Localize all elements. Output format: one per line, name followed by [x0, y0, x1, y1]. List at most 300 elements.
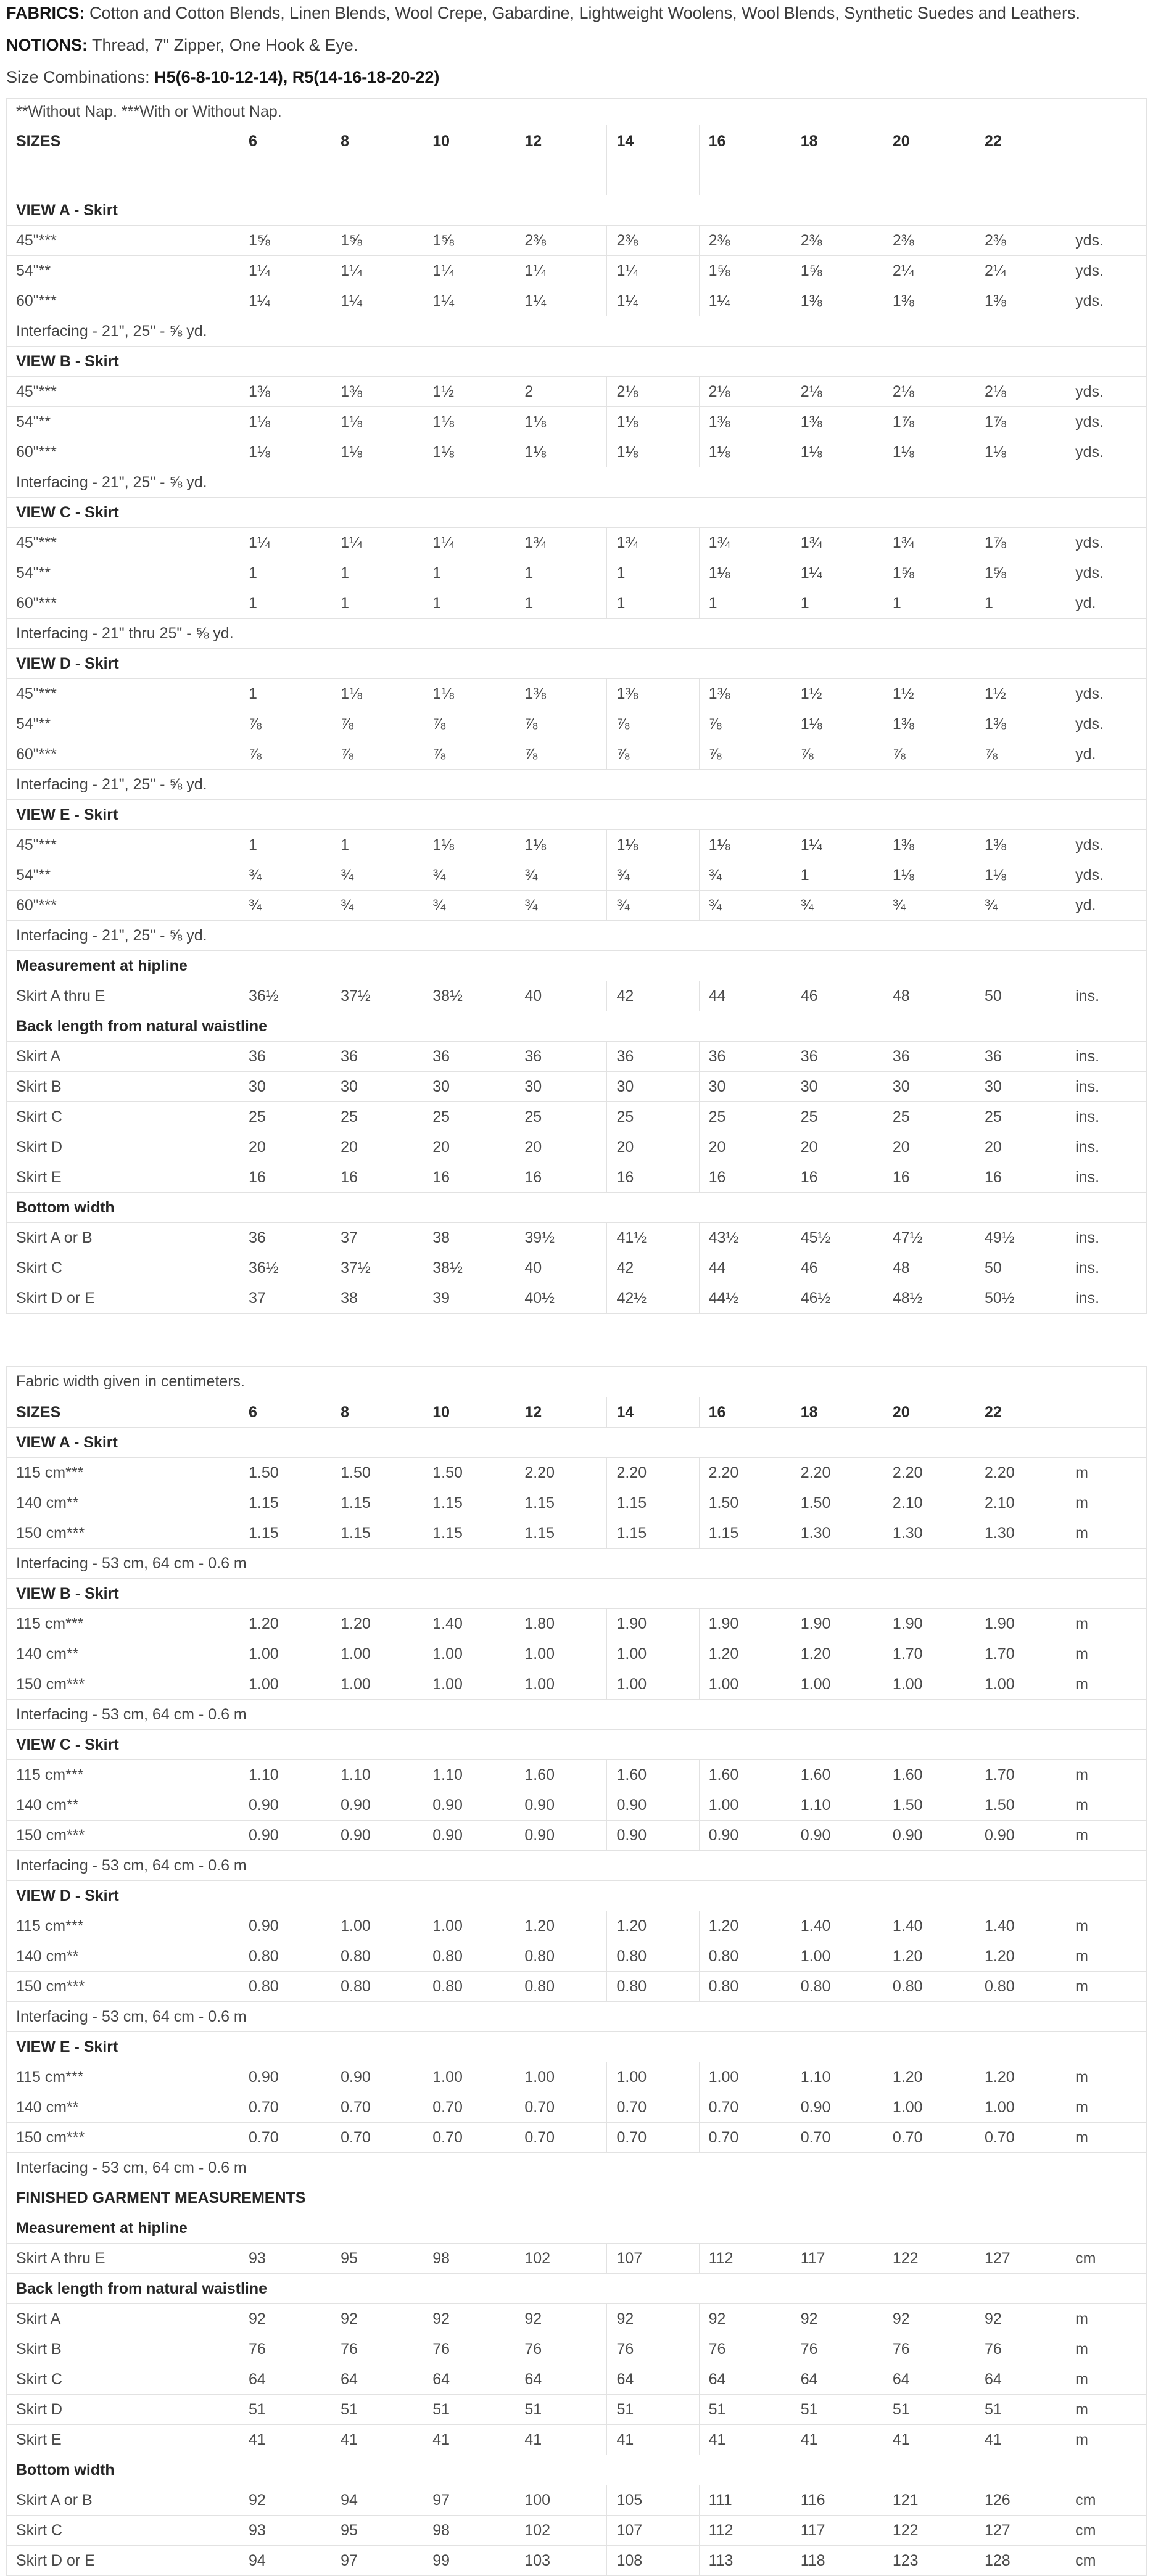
value-cell: ¾ — [883, 891, 975, 921]
value-cell: 1.10 — [791, 2062, 883, 2092]
value-cell: 36½ — [239, 1253, 331, 1283]
value-cell: 116 — [791, 2485, 883, 2516]
value-cell: 94 — [331, 2485, 423, 2516]
value-cell: 1.00 — [423, 1639, 515, 1669]
value-cell: 92 — [515, 2304, 607, 2334]
value-cell: 38 — [331, 1283, 423, 1314]
value-cell: 64 — [239, 2364, 331, 2395]
value-cell: 2⅜ — [607, 226, 699, 256]
value-cell: ⅞ — [239, 739, 331, 770]
section-header-row — [7, 1193, 1147, 1223]
value-cell: 39½ — [515, 1223, 607, 1253]
value-cell: 0.80 — [515, 1941, 607, 1972]
value-cell: 122 — [883, 2516, 975, 2546]
value-cell: 0.70 — [607, 2092, 699, 2123]
value-cell: 1⅛ — [515, 407, 607, 437]
value-cell: ⅞ — [883, 739, 975, 770]
value-cell: 48½ — [883, 1283, 975, 1314]
value-cell: 1⅛ — [331, 437, 423, 467]
value-cell: 43½ — [699, 1223, 791, 1253]
value-cell: 1 — [423, 558, 515, 588]
value-cell: 1.00 — [699, 1669, 791, 1700]
value-cell: 1⅛ — [331, 679, 423, 709]
value-cell: 1.50 — [975, 1790, 1067, 1821]
interfacing-row — [7, 316, 1147, 347]
value-cell: 41 — [423, 2425, 515, 2455]
value-cell: 76 — [607, 2334, 699, 2364]
interfacing-text: Interfacing - 53 cm, 64 cm - 0.6 m — [7, 1700, 1147, 1730]
section-header-row — [7, 951, 1147, 981]
value-cell: 1.90 — [975, 1609, 1067, 1639]
interfacing-text: Interfacing - 21", 25" - ⅝ yd. — [7, 467, 1147, 498]
value-cell: 93 — [239, 2516, 331, 2546]
value-cell: 0.80 — [883, 1972, 975, 2002]
value-cell: 1⅜ — [975, 709, 1067, 739]
row-label: 150 cm*** — [7, 1518, 239, 1549]
unit-cell: m — [1067, 1760, 1147, 1790]
value-cell: 92 — [975, 2304, 1067, 2334]
unit-cell: yds. — [1067, 709, 1147, 739]
table-row — [7, 1162, 1147, 1193]
value-cell: 0.80 — [331, 1941, 423, 1972]
value-cell: 1.20 — [975, 2062, 1067, 2092]
unit-cell: yd. — [1067, 891, 1147, 921]
value-cell: 1⅛ — [607, 830, 699, 860]
value-cell: 1.20 — [699, 1639, 791, 1669]
unit-cell: ins. — [1067, 1283, 1147, 1314]
table-row — [7, 891, 1147, 921]
value-cell: 1.90 — [883, 1609, 975, 1639]
table-note: **Without Nap. ***With or Without Nap. — [7, 99, 1147, 125]
size-column-header: 14 — [607, 1397, 699, 1428]
value-cell: 16 — [331, 1162, 423, 1193]
section-header-label: VIEW B - Skirt — [7, 1579, 1147, 1609]
value-cell: 1.80 — [515, 1609, 607, 1639]
value-cell: 1¾ — [883, 528, 975, 558]
section-header-label: Measurement at hipline — [7, 2213, 1147, 2244]
unit-cell: ins. — [1067, 1072, 1147, 1102]
row-label: 54"** — [7, 407, 239, 437]
value-cell: 1.20 — [515, 1911, 607, 1941]
unit-cell: ins. — [1067, 1223, 1147, 1253]
section-header-label: Back length from natural waistline — [7, 1011, 1147, 1042]
table-row — [7, 1458, 1147, 1488]
value-cell: 1¼ — [515, 256, 607, 286]
value-cell: 2.10 — [883, 1488, 975, 1518]
value-cell: 51 — [331, 2395, 423, 2425]
table-row — [7, 1132, 1147, 1162]
table-row — [7, 709, 1147, 739]
fabrics-text: Cotton and Cotton Blends, Linen Blends, Wool Crepe, Gabardine, Lightweight Woolens, Wool Blends, Synthetic Suedes and Leathers. — [89, 4, 1081, 22]
value-cell: 37½ — [331, 981, 423, 1011]
unit-cell: yds. — [1067, 679, 1147, 709]
value-cell: ⅞ — [975, 739, 1067, 770]
value-cell: 1 — [239, 679, 331, 709]
interfacing-text: Interfacing - 53 cm, 64 cm - 0.6 m — [7, 2153, 1147, 2183]
unit-cell: m — [1067, 1669, 1147, 1700]
value-cell: 1 — [331, 830, 423, 860]
table-row — [7, 1821, 1147, 1851]
value-cell: 40 — [515, 981, 607, 1011]
table-row — [7, 1042, 1147, 1072]
value-cell: 1.70 — [975, 1639, 1067, 1669]
section-header-label: VIEW B - Skirt — [7, 347, 1147, 377]
unit-cell: yds. — [1067, 830, 1147, 860]
unit-cell: m — [1067, 1790, 1147, 1821]
value-cell: 16 — [423, 1162, 515, 1193]
value-cell: 1.50 — [239, 1458, 331, 1488]
row-label: 45"*** — [7, 679, 239, 709]
value-cell: 1⅛ — [239, 437, 331, 467]
row-label: Skirt E — [7, 1162, 239, 1193]
value-cell: 92 — [239, 2485, 331, 2516]
value-cell: 16 — [515, 1162, 607, 1193]
value-cell: 0.70 — [423, 2123, 515, 2153]
unit-cell: m — [1067, 2425, 1147, 2455]
section-header-row — [7, 1011, 1147, 1042]
value-cell: 1.70 — [975, 1760, 1067, 1790]
interfacing-row — [7, 921, 1147, 951]
value-cell: 1.15 — [331, 1518, 423, 1549]
row-label: 54"** — [7, 558, 239, 588]
value-cell: 107 — [607, 2516, 699, 2546]
interfacing-row — [7, 619, 1147, 649]
value-cell: 76 — [239, 2334, 331, 2364]
value-cell: ⅞ — [607, 739, 699, 770]
section-header-label: FINISHED GARMENT MEASUREMENTS — [7, 2183, 1147, 2213]
value-cell: 76 — [883, 2334, 975, 2364]
section-header-label: VIEW E - Skirt — [7, 800, 1147, 830]
value-cell: 2.10 — [975, 1488, 1067, 1518]
section-header-row — [7, 1428, 1147, 1458]
table-row — [7, 1911, 1147, 1941]
value-cell: 20 — [423, 1132, 515, 1162]
value-cell: 1⅛ — [791, 709, 883, 739]
value-cell: 0.70 — [883, 2123, 975, 2153]
table-row — [7, 1223, 1147, 1253]
value-cell: 1¼ — [515, 286, 607, 316]
value-cell: 51 — [791, 2395, 883, 2425]
value-cell: ¾ — [791, 891, 883, 921]
value-cell: 1.40 — [883, 1911, 975, 1941]
value-cell: 36 — [515, 1042, 607, 1072]
value-cell: 48 — [883, 1253, 975, 1283]
value-cell: ⅞ — [607, 709, 699, 739]
value-cell: 20 — [975, 1132, 1067, 1162]
row-label: 150 cm*** — [7, 2123, 239, 2153]
table-row — [7, 1102, 1147, 1132]
value-cell: 113 — [699, 2546, 791, 2576]
section-header-row — [7, 2213, 1147, 2244]
value-cell: 1½ — [883, 679, 975, 709]
unit-cell: m — [1067, 1639, 1147, 1669]
value-cell: 25 — [515, 1102, 607, 1132]
row-label: 140 cm** — [7, 2092, 239, 2123]
value-cell: 1.00 — [883, 2092, 975, 2123]
size-column-header: 16 — [699, 1397, 791, 1428]
value-cell: 1.00 — [699, 1790, 791, 1821]
unit-cell: m — [1067, 1972, 1147, 2002]
value-cell: 1 — [515, 558, 607, 588]
notions-label: NOTIONS: — [6, 36, 88, 54]
value-cell: 0.70 — [791, 2123, 883, 2153]
value-cell: 38½ — [423, 1253, 515, 1283]
value-cell: ¾ — [239, 891, 331, 921]
value-cell: 2.20 — [883, 1458, 975, 1488]
value-cell: 25 — [699, 1102, 791, 1132]
value-cell: 0.70 — [515, 2123, 607, 2153]
value-cell: 2.20 — [699, 1458, 791, 1488]
value-cell: 102 — [515, 2244, 607, 2274]
section-header-label: VIEW A - Skirt — [7, 195, 1147, 226]
value-cell: 36 — [791, 1042, 883, 1072]
value-cell: 122 — [883, 2244, 975, 2274]
value-cell: 111 — [699, 2485, 791, 2516]
table-row — [7, 1760, 1147, 1790]
value-cell: 92 — [883, 2304, 975, 2334]
value-cell: 2.20 — [515, 1458, 607, 1488]
value-cell: 16 — [699, 1162, 791, 1193]
value-cell: 30 — [699, 1072, 791, 1102]
value-cell: 97 — [331, 2546, 423, 2576]
value-cell: 49½ — [975, 1223, 1067, 1253]
value-cell: 1 — [883, 588, 975, 619]
value-cell: 30 — [883, 1072, 975, 1102]
value-cell: 1⅝ — [331, 226, 423, 256]
value-cell: ⅞ — [699, 739, 791, 770]
size-column-header: 22 — [975, 125, 1067, 195]
unit-cell: cm — [1067, 2546, 1147, 2576]
table-row — [7, 2123, 1147, 2153]
value-cell: 2⅛ — [883, 377, 975, 407]
value-cell: ¾ — [515, 860, 607, 891]
value-cell: 1⅜ — [515, 679, 607, 709]
interfacing-text: Interfacing - 21", 25" - ⅝ yd. — [7, 921, 1147, 951]
unit-cell: m — [1067, 2123, 1147, 2153]
value-cell: 0.80 — [423, 1941, 515, 1972]
value-cell: 1⅜ — [791, 286, 883, 316]
value-cell: 41½ — [607, 1223, 699, 1253]
row-label: Skirt C — [7, 1253, 239, 1283]
value-cell: 1¾ — [699, 528, 791, 558]
value-cell: 0.70 — [331, 2123, 423, 2153]
section-header-row — [7, 2032, 1147, 2062]
value-cell: 1.00 — [883, 1669, 975, 1700]
value-cell: 0.80 — [699, 1941, 791, 1972]
table-row — [7, 1609, 1147, 1639]
unit-cell: m — [1067, 1941, 1147, 1972]
value-cell: 1.15 — [515, 1488, 607, 1518]
value-cell: 0.80 — [515, 1972, 607, 2002]
value-cell: 1⅜ — [607, 679, 699, 709]
value-cell: 36 — [883, 1042, 975, 1072]
value-cell: 1.15 — [515, 1518, 607, 1549]
table-row — [7, 981, 1147, 1011]
value-cell: 102 — [515, 2516, 607, 2546]
value-cell: 46 — [791, 981, 883, 1011]
value-cell: 51 — [239, 2395, 331, 2425]
value-cell: 0.90 — [331, 1821, 423, 1851]
intro-text-block — [6, 5, 1147, 86]
value-cell: 1.20 — [883, 1941, 975, 1972]
table-row — [7, 226, 1147, 256]
value-cell: 1⅝ — [423, 226, 515, 256]
value-cell: 1.00 — [331, 1911, 423, 1941]
value-cell: 41 — [607, 2425, 699, 2455]
value-cell: 1.50 — [423, 1458, 515, 1488]
value-cell: 1.00 — [975, 2092, 1067, 2123]
row-label: 54"** — [7, 860, 239, 891]
value-cell: 1.50 — [791, 1488, 883, 1518]
value-cell: 100 — [515, 2485, 607, 2516]
value-cell: 1.15 — [423, 1518, 515, 1549]
value-cell: 0.70 — [515, 2092, 607, 2123]
value-cell: 1⅛ — [699, 437, 791, 467]
value-cell: 1.20 — [883, 2062, 975, 2092]
value-cell: 36 — [239, 1042, 331, 1072]
size-column-header: 6 — [239, 125, 331, 195]
unit-cell: m — [1067, 2334, 1147, 2364]
value-cell: 30 — [423, 1072, 515, 1102]
value-cell: ¾ — [331, 860, 423, 891]
value-cell: 20 — [699, 1132, 791, 1162]
value-cell: 0.90 — [699, 1821, 791, 1851]
value-cell: 1⅜ — [699, 407, 791, 437]
value-cell: 1⅜ — [699, 679, 791, 709]
table-row — [7, 2092, 1147, 2123]
value-cell: 1.00 — [607, 2062, 699, 2092]
value-cell: 1¼ — [331, 256, 423, 286]
value-cell: 105 — [607, 2485, 699, 2516]
value-cell: 1⅛ — [423, 407, 515, 437]
notions-text: Thread, 7" Zipper, One Hook & Eye. — [92, 36, 358, 54]
value-cell: 1 — [239, 830, 331, 860]
value-cell: 1.00 — [331, 1669, 423, 1700]
row-label: 45"*** — [7, 226, 239, 256]
value-cell: 2⅛ — [607, 377, 699, 407]
value-cell: 1.00 — [331, 1639, 423, 1669]
unit-cell: yds. — [1067, 226, 1147, 256]
size-combinations-value: H5(6-8-10-12-14), R5(14-16-18-20-22) — [154, 68, 440, 86]
section-header-row — [7, 2183, 1147, 2213]
value-cell: 1⅛ — [699, 830, 791, 860]
value-cell: 1 — [239, 558, 331, 588]
value-cell: 0.80 — [239, 1941, 331, 1972]
row-label: 115 cm*** — [7, 1609, 239, 1639]
value-cell: 0.90 — [331, 2062, 423, 2092]
row-label: Skirt A or B — [7, 2485, 239, 2516]
row-label: 150 cm*** — [7, 1972, 239, 2002]
value-cell: 1.10 — [423, 1760, 515, 1790]
value-cell: 36 — [699, 1042, 791, 1072]
unit-cell: yds. — [1067, 407, 1147, 437]
value-cell: 98 — [423, 2244, 515, 2274]
value-cell: 51 — [975, 2395, 1067, 2425]
row-label: 54"** — [7, 709, 239, 739]
value-cell: 1.15 — [607, 1518, 699, 1549]
table-row — [7, 437, 1147, 467]
value-cell: 1⅜ — [883, 830, 975, 860]
value-cell: 64 — [975, 2364, 1067, 2395]
value-cell: 0.90 — [883, 1821, 975, 1851]
value-cell: 1.70 — [883, 1639, 975, 1669]
value-cell: 0.90 — [515, 1790, 607, 1821]
value-cell: ¾ — [423, 860, 515, 891]
value-cell: 95 — [331, 2516, 423, 2546]
interfacing-row — [7, 1700, 1147, 1730]
value-cell: 1¾ — [791, 528, 883, 558]
value-cell: 40½ — [515, 1283, 607, 1314]
value-cell: 51 — [423, 2395, 515, 2425]
value-cell: 41 — [239, 2425, 331, 2455]
value-cell: 1.20 — [699, 1911, 791, 1941]
value-cell: 51 — [699, 2395, 791, 2425]
value-cell: 1¼ — [423, 528, 515, 558]
value-cell: 1.60 — [699, 1760, 791, 1790]
value-cell: 46½ — [791, 1283, 883, 1314]
value-cell: 76 — [423, 2334, 515, 2364]
notions-line — [6, 37, 1147, 54]
table-row — [7, 1639, 1147, 1669]
value-cell: 1.20 — [607, 1911, 699, 1941]
value-cell: 1⅛ — [607, 437, 699, 467]
yardage-table-imperial-container — [6, 98, 1147, 1314]
row-label: 115 cm*** — [7, 1911, 239, 1941]
value-cell: 30 — [331, 1072, 423, 1102]
value-cell: 117 — [791, 2244, 883, 2274]
value-cell: 121 — [883, 2485, 975, 2516]
unit-cell: yds. — [1067, 860, 1147, 891]
value-cell: 16 — [607, 1162, 699, 1193]
row-label: 60"*** — [7, 739, 239, 770]
section-header-row — [7, 195, 1147, 226]
table-row — [7, 286, 1147, 316]
value-cell: 1¼ — [423, 256, 515, 286]
value-cell: 1 — [975, 588, 1067, 619]
table-row — [7, 558, 1147, 588]
size-column-header: 14 — [607, 125, 699, 195]
value-cell: ⅞ — [423, 709, 515, 739]
value-cell: 16 — [883, 1162, 975, 1193]
value-cell: ¾ — [423, 891, 515, 921]
section-header-label: VIEW D - Skirt — [7, 649, 1147, 679]
value-cell: 36½ — [239, 981, 331, 1011]
value-cell: 37 — [239, 1283, 331, 1314]
size-combinations-line — [6, 69, 1147, 86]
value-cell: 2.20 — [791, 1458, 883, 1488]
value-cell: 50½ — [975, 1283, 1067, 1314]
value-cell: 1.00 — [515, 1639, 607, 1669]
section-header-label: VIEW C - Skirt — [7, 1730, 1147, 1760]
value-cell: 0.70 — [423, 2092, 515, 2123]
table-row — [7, 2485, 1147, 2516]
row-label: 115 cm*** — [7, 1760, 239, 1790]
value-cell: 0.90 — [331, 1790, 423, 1821]
size-column-header: 8 — [331, 1397, 423, 1428]
value-cell: 16 — [975, 1162, 1067, 1193]
value-cell: 0.90 — [791, 2092, 883, 2123]
value-cell: 1.60 — [515, 1760, 607, 1790]
value-cell: 1.40 — [975, 1911, 1067, 1941]
value-cell: 36 — [423, 1042, 515, 1072]
value-cell: 2¼ — [975, 256, 1067, 286]
section-header-label: VIEW C - Skirt — [7, 498, 1147, 528]
row-label: Skirt E — [7, 2425, 239, 2455]
value-cell: 0.80 — [607, 1972, 699, 2002]
value-cell: 1.00 — [423, 1911, 515, 1941]
value-cell: 103 — [515, 2546, 607, 2576]
value-cell: 1.60 — [607, 1760, 699, 1790]
